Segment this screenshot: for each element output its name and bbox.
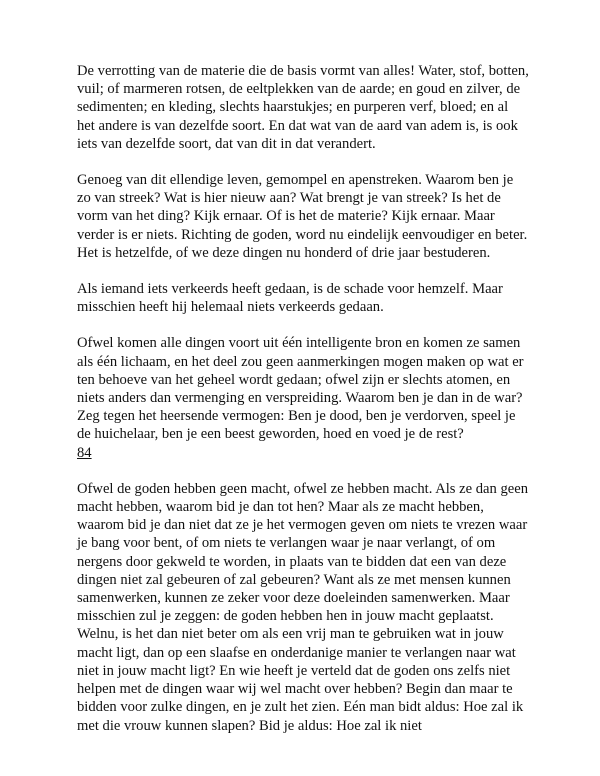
paragraph-wrongdoing: Als iemand iets verkeerds heeft gedaan, is de schade voor hemzelf. Maar misschien heeft hij helemaal niets verkeerds gedaan. bbox=[77, 281, 503, 316]
paragraph-enough: Genoeg van dit ellendige leven, gemompel en apenstreken. Waarom ben je zo van streek? Wat is hier nieuw aan? Wat brengt je van streek? Is het de vorm van het ding? Kijk ernaar. Of is het de materie? Kijk ernaar. Maar verder is er niets. Richting de goden, word nu eindelijk eenvoudiger en beter. Het is hetzelfde, of we deze dingen nu honderd of drie jaar bestuderen. bbox=[77, 172, 528, 261]
paragraph-intelligent-source bbox=[77, 334, 529, 461]
paragraph-intelligent-source-text: Ofwel komen alle dingen voort uit één intelligente bron en komen ze samen als één lichaam, en het deel zou geen aanmerkingen mogen maken op wat er ten behoeve van het geheel wordt gedaan; ofwel zijn er slechts atomen, en niets anders dan vermenging en verspreiding. Waarom ben je dan in de war? Zeg tegen het heersende vermogen: Ben je dood, ben je verdorven, speel je de huichelaar, ben je een beest geworden, hoed en voed je de rest? bbox=[77, 335, 524, 443]
document-page bbox=[77, 62, 529, 735]
paragraph-gods: Ofwel de goden hebben geen macht, ofwel ze hebben macht. Als ze dan geen macht hebben, waarom bid je dan tot hen? Maar als ze macht hebben, waarom bid je dan niet dat ze je het vermogen geven om niets te vrezen waar je bang voor bent, of om niets te verlangen waar je naar verlangt, of om nergens door gekweld te worden, in plaats van te bidden dat een van deze dingen niet zal gebeuren of zal gebeuren? Want als ze met mensen kunnen samenwerken, kunnen ze zeker voor deze doeleinden samenwerken. Maar misschien zul je zeggen: de goden hebben hen in jouw macht geplaatst. Welnu, is het dan niet beter om als een vrij man te gebruiken wat in jouw macht ligt, dan op een slaafse en onderdanige manier te verlangen naar wat niet in jouw macht ligt? En wie heeft je verteld dat de goden ons zelfs niet helpen met de dingen waar wij wel macht over hebben? Begin dan maar te bidden voor zulke dingen, en je zult het zien. Eén man bidt aldus: Hoe zal ik met die vrouw kunnen slapen? Bid je aldus: Hoe zal ik niet bbox=[77, 480, 529, 734]
footnote-link[interactable]: 84 bbox=[77, 444, 92, 461]
paragraph-matter: De verrotting van de materie die de basis vormt van alles! Water, stof, botten, vuil; of marmeren rotsen, de eeltplekken van de aarde; en goud en zilver, de sedimenten; en kleding, slechts haarstukjes; en purperen verf, bloed; en al het andere is van dezelfde soort. En dat wat van de aard van adem is, is ook iets van dezelfde soort, dat van dit in dat verandert. bbox=[77, 63, 529, 152]
